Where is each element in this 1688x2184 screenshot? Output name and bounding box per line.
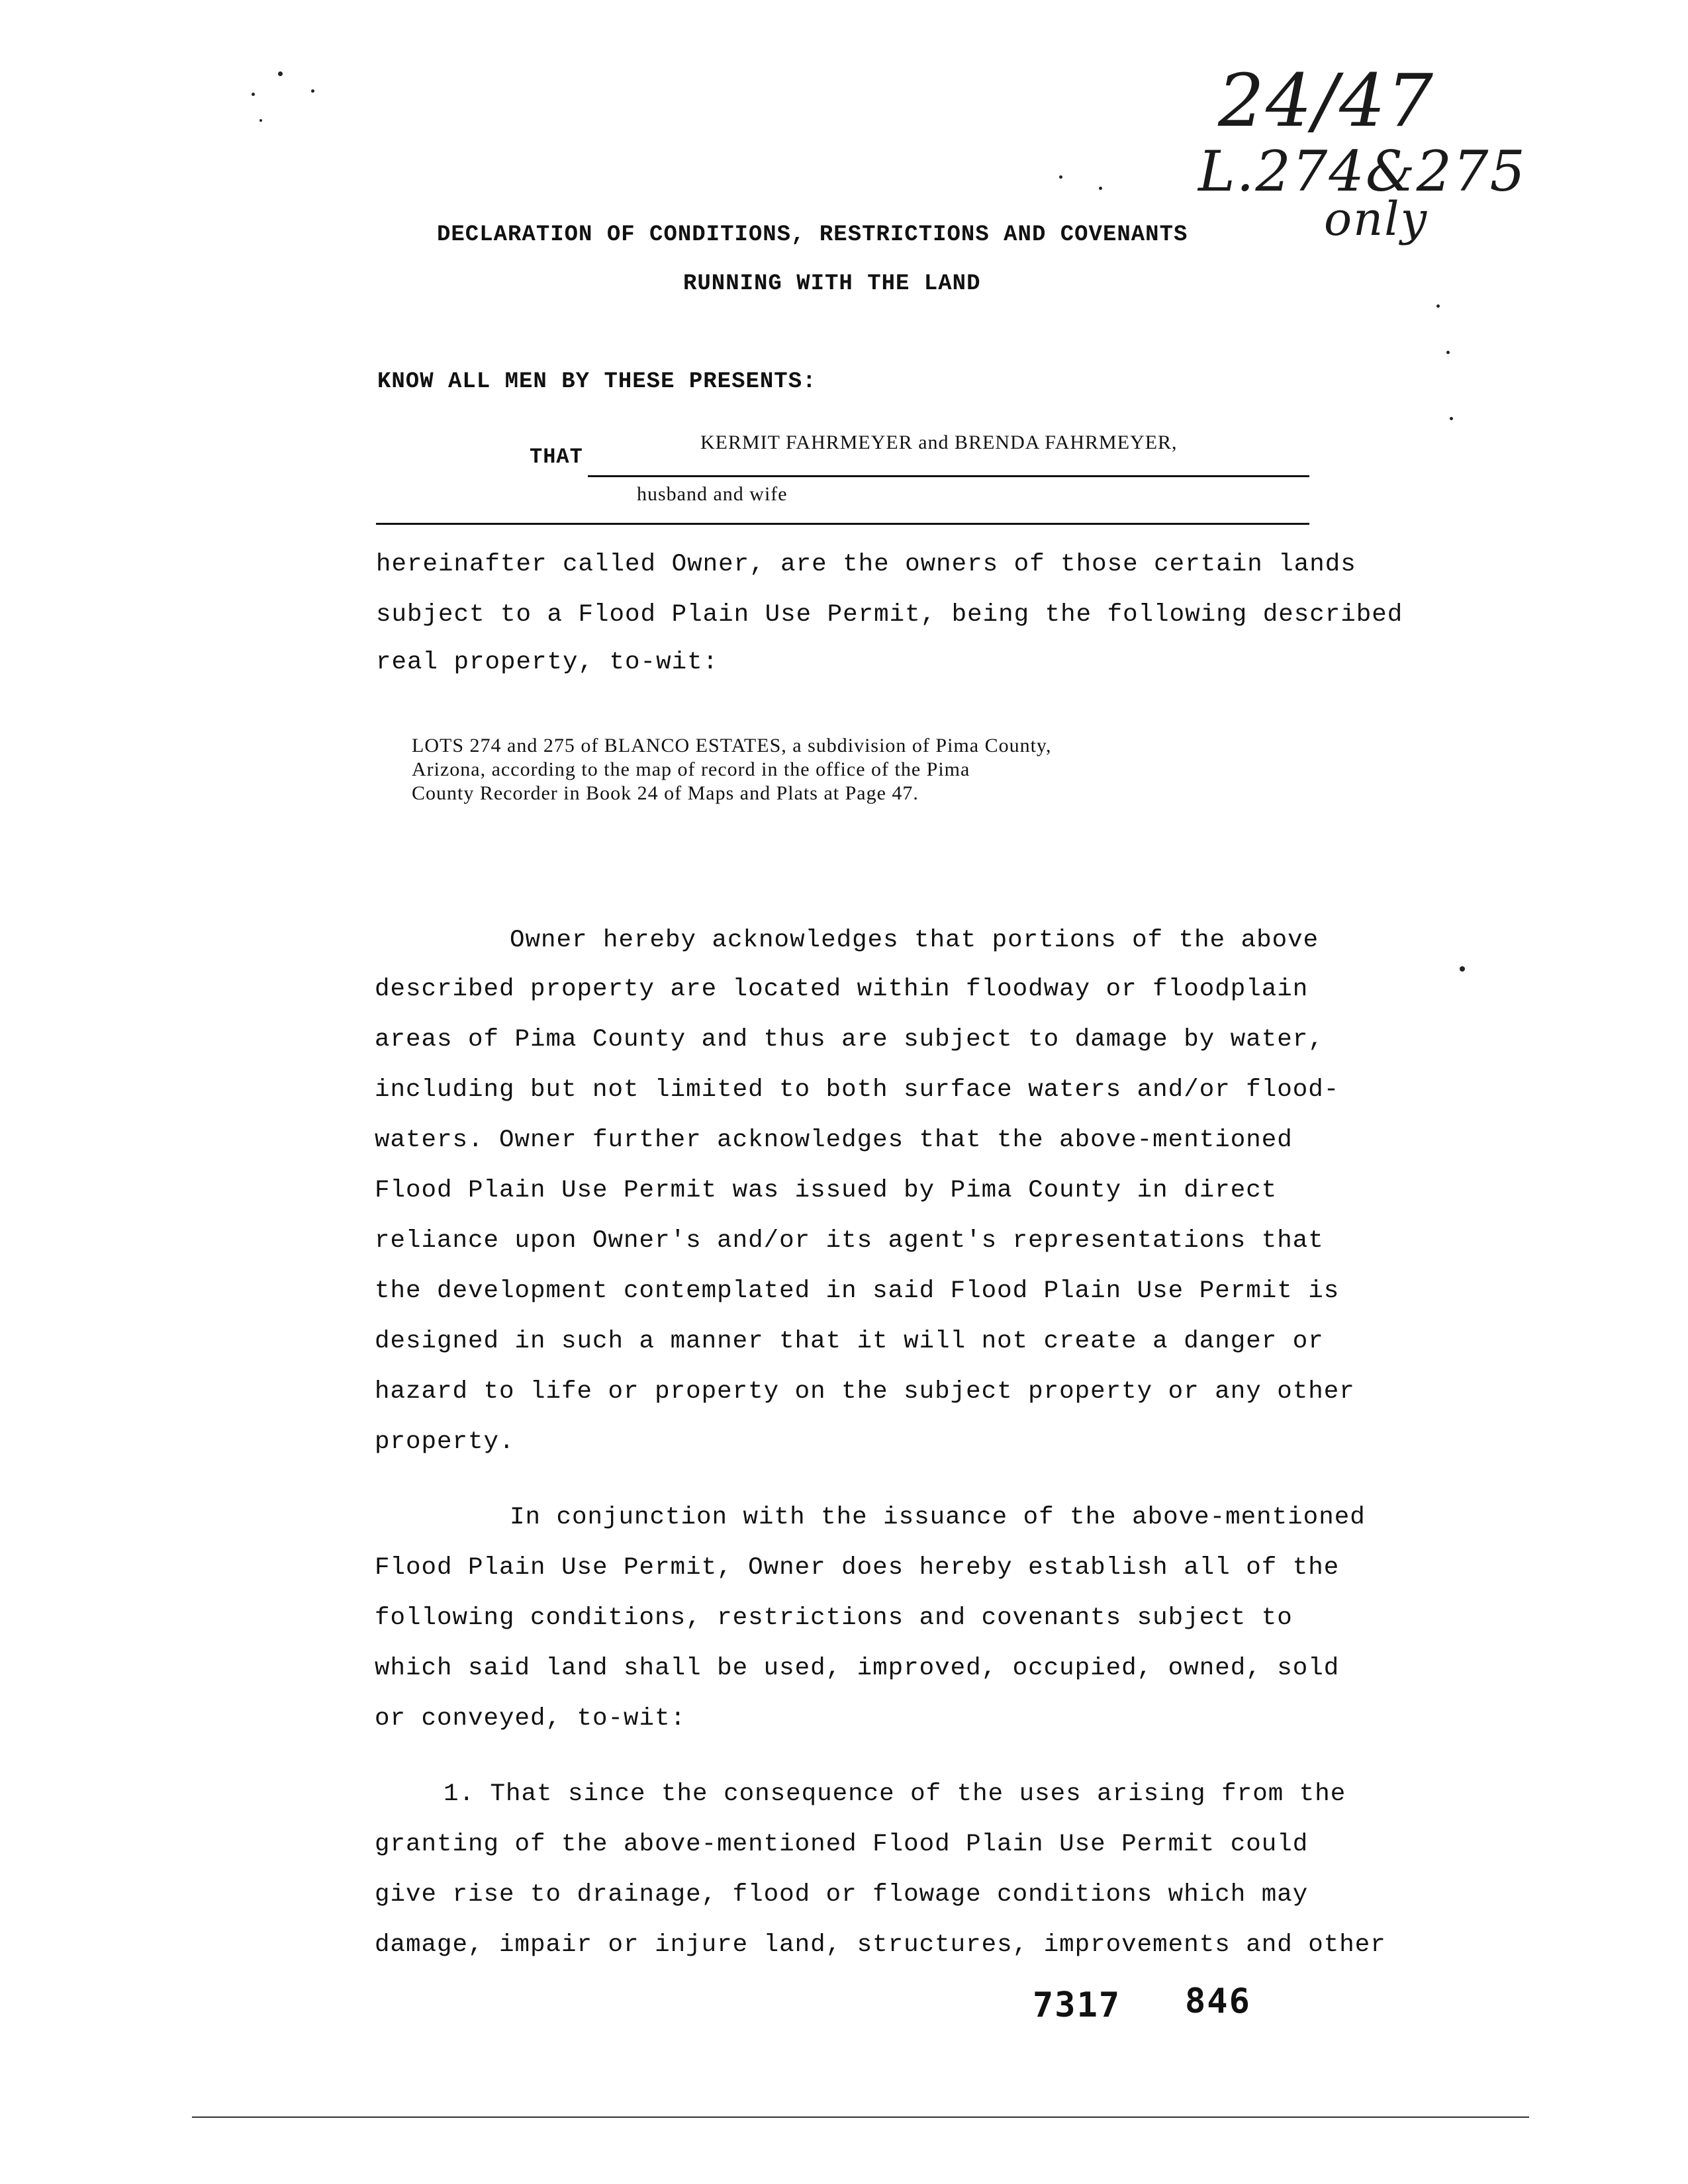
paragraph-line: real property, to-wit:	[376, 649, 719, 676]
bottom-scan-line	[192, 2116, 1529, 2118]
scan-speck	[1059, 175, 1062, 179]
scan-speck	[1099, 187, 1102, 190]
document-subtitle: RUNNING WITH THE LAND	[683, 271, 981, 296]
legal-description-line: County Recorder in Book 24 of Maps and Plats at Page 47.	[412, 782, 919, 804]
paragraph-line: waters. Owner further acknowledges that the above-mentioned	[375, 1126, 1293, 1154]
handwritten-annotation-only: only	[1324, 192, 1429, 246]
legal-description-line: Arizona, according to the map of record in the office of the Pima	[412, 758, 970, 780]
paragraph-line: hazard to life or property on the subject property or any other	[375, 1378, 1355, 1406]
paragraph-line: property.	[375, 1428, 515, 1456]
handwritten-annotation-lots: L.274&275	[1198, 139, 1526, 204]
paragraph-line: In conjunction with the issuance of the above-mentioned	[510, 1504, 1366, 1531]
scan-speck	[1436, 304, 1440, 308]
paragraph-line: subject to a Flood Plain Use Permit, being the following described	[376, 601, 1403, 629]
paragraph-line: hereinafter called Owner, are the owners of those certain lands	[376, 551, 1356, 578]
scan-speck	[259, 119, 262, 122]
paragraph-line: described property are located within floodway or floodplain	[375, 976, 1309, 1003]
paragraph-line: areas of Pima County and thus are subject to damage by water,	[375, 1026, 1324, 1054]
legal-description-line: LOTS 274 and 275 of BLANCO ESTATES, a subdivision of Pima County,	[412, 735, 1052, 756]
paragraph-line: Owner hereby acknowledges that portions of the above	[510, 927, 1319, 954]
intro-line: KNOW ALL MEN BY THESE PRESENTS:	[377, 369, 817, 394]
paragraph-line: designed in such a manner that it will not create a danger or	[375, 1328, 1324, 1355]
scan-speck	[1450, 417, 1453, 420]
scan-speck	[311, 89, 314, 93]
paragraph-line: reliance upon Owner's and/or its agent's representations that	[375, 1227, 1324, 1255]
scan-speck	[1460, 966, 1465, 972]
relation-underline	[376, 523, 1309, 525]
paragraph-line: which said land shall be used, improved, occupied, owned, sold	[375, 1655, 1340, 1682]
paragraph-line: damage, impair or injure land, structures, improvements and other	[375, 1931, 1386, 1959]
paragraph-line: the development contemplated in said Flood Plain Use Permit is	[375, 1277, 1340, 1305]
scan-speck	[252, 93, 255, 96]
paragraph-line: or conveyed, to-wit:	[375, 1705, 686, 1733]
paragraph-line: including but not limited to both surface waters and/or flood-	[375, 1076, 1340, 1104]
docket-number: 7317	[1033, 1985, 1121, 2025]
page-number: 846	[1185, 1981, 1251, 2021]
party-names: KERMIT FAHRMEYER and BRENDA FAHRMEYER,	[700, 432, 1178, 453]
paragraph-line: granting of the above-mentioned Flood Plain Use Permit could	[375, 1831, 1309, 1858]
paragraph-line: Flood Plain Use Permit, Owner does hereby establish all of the	[375, 1554, 1340, 1582]
paragraph-line: following conditions, restrictions and covenants subject to	[375, 1604, 1293, 1632]
handwritten-annotation-recording-ref: 24/47	[1218, 58, 1435, 143]
scan-speck	[278, 71, 283, 76]
party-relation: husband and wife	[637, 483, 788, 505]
paragraph-line: give rise to drainage, flood or flowage conditions which may	[375, 1881, 1309, 1909]
paragraph-line: Flood Plain Use Permit was issued by Pima County in direct	[375, 1177, 1278, 1205]
that-label: THAT	[530, 445, 583, 469]
document-title: DECLARATION OF CONDITIONS, RESTRICTIONS AND COVENANTS	[437, 222, 1188, 248]
scan-speck	[1446, 351, 1450, 354]
paragraph-line: 1. That since the consequence of the uses arising from the	[444, 1780, 1346, 1808]
party-underline	[588, 475, 1309, 477]
